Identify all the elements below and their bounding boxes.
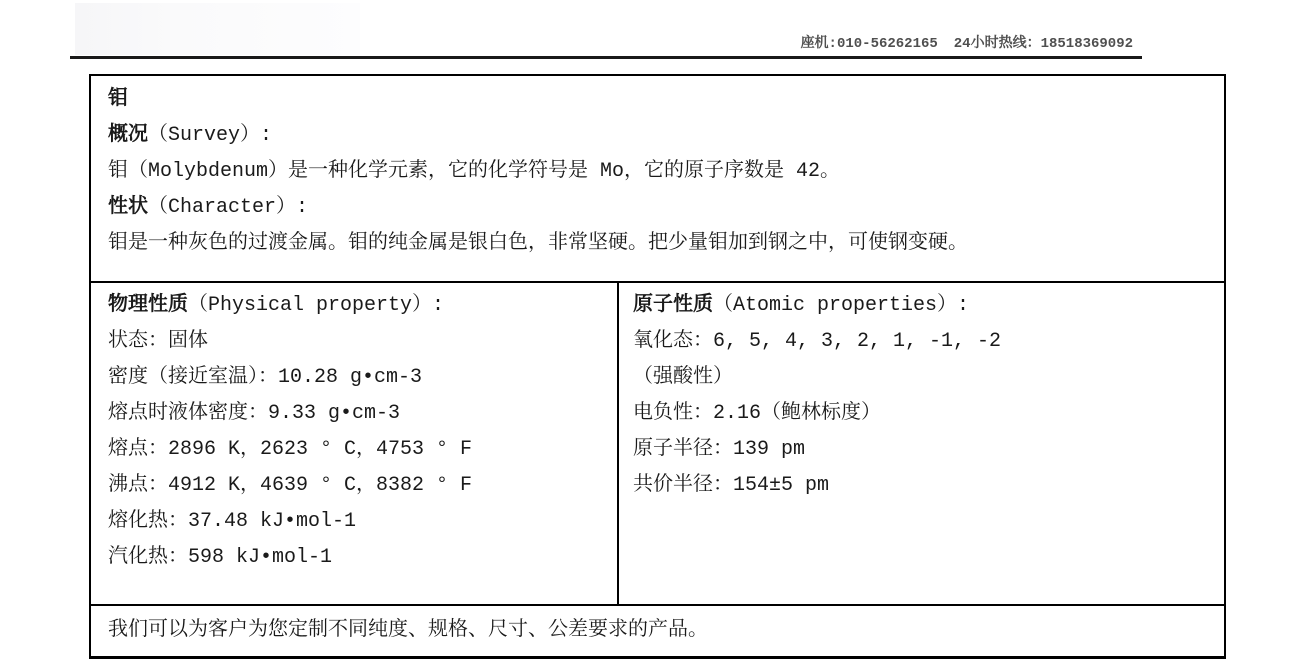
physical-properties-column	[91, 283, 619, 604]
survey-heading	[108, 118, 1208, 154]
physical-row-density: 密度（接近室温）：10.28 g•cm-3	[108, 366, 423, 389]
character-heading-zh: 性状	[108, 196, 148, 219]
atomic-row-electronegativity: 电负性：2.16（鲍林标度）	[633, 402, 882, 425]
physical-row-liquid-density: 熔点时液体密度：9.33 g•cm-3	[108, 402, 401, 425]
element-data-sheet	[89, 74, 1226, 659]
contact-info	[801, 32, 1133, 52]
physical-row-heat-of-vaporization: 汽化热：598 kJ•mol-1	[108, 546, 333, 569]
physical-row-boiling-point: 沸点：4912 K，4639 ° C，8382 ° F	[108, 474, 473, 497]
hotline-number: 24小时热线：18518369092	[953, 36, 1133, 52]
atomic-properties-column	[619, 283, 1224, 604]
page-title: 钼	[108, 88, 128, 111]
character-text: 钼是一种灰色的过渡金属。钼的纯金属是银白色，非常坚硬。把少量钼加到钢之中，可使钢变硬。	[108, 232, 968, 255]
character-heading	[108, 190, 1208, 226]
properties-section	[91, 283, 1224, 606]
physical-heading-en: （Physical property）:	[188, 294, 445, 317]
atomic-row-atomic-radius: 原子半径：139 pm	[633, 438, 806, 461]
survey-heading-en: （Survey）:	[148, 124, 273, 147]
physical-row-melting-point: 熔点：2896 K，2623 ° C，4753 ° F	[108, 438, 473, 461]
intro-section	[91, 76, 1224, 283]
atomic-heading-en: （Atomic properties）:	[713, 294, 970, 317]
character-heading-en: （Character）:	[148, 196, 309, 219]
atomic-row-oxidation-states: 氧化态：6, 5, 4, 3, 2, 1, -1, -2	[633, 330, 1002, 353]
atomic-heading	[633, 288, 1214, 324]
physical-heading-zh: 物理性质	[108, 294, 188, 317]
survey-text: 钼（Molybdenum）是一种化学元素，它的化学符号是 Mo，它的原子序数是 42。	[108, 160, 841, 183]
physical-heading	[108, 288, 607, 324]
header-divider-rule	[70, 56, 1142, 59]
phone-number: 座机:010-56262165	[800, 36, 938, 52]
physical-row-state: 状态：固体	[108, 330, 208, 353]
logo-watermark	[75, 3, 360, 55]
atomic-row-acidity: （强酸性）	[633, 366, 733, 389]
atomic-heading-zh: 原子性质	[633, 294, 713, 317]
physical-row-heat-of-fusion: 熔化热：37.48 kJ•mol-1	[108, 510, 357, 533]
survey-heading-zh: 概况	[108, 124, 148, 147]
atomic-row-covalent-radius: 共价半径：154±5 pm	[633, 474, 830, 497]
custom-order-note: 我们可以为客户为您定制不同纯度、规格、尺寸、公差要求的产品。	[108, 619, 708, 642]
custom-order-note-row	[91, 606, 1224, 647]
